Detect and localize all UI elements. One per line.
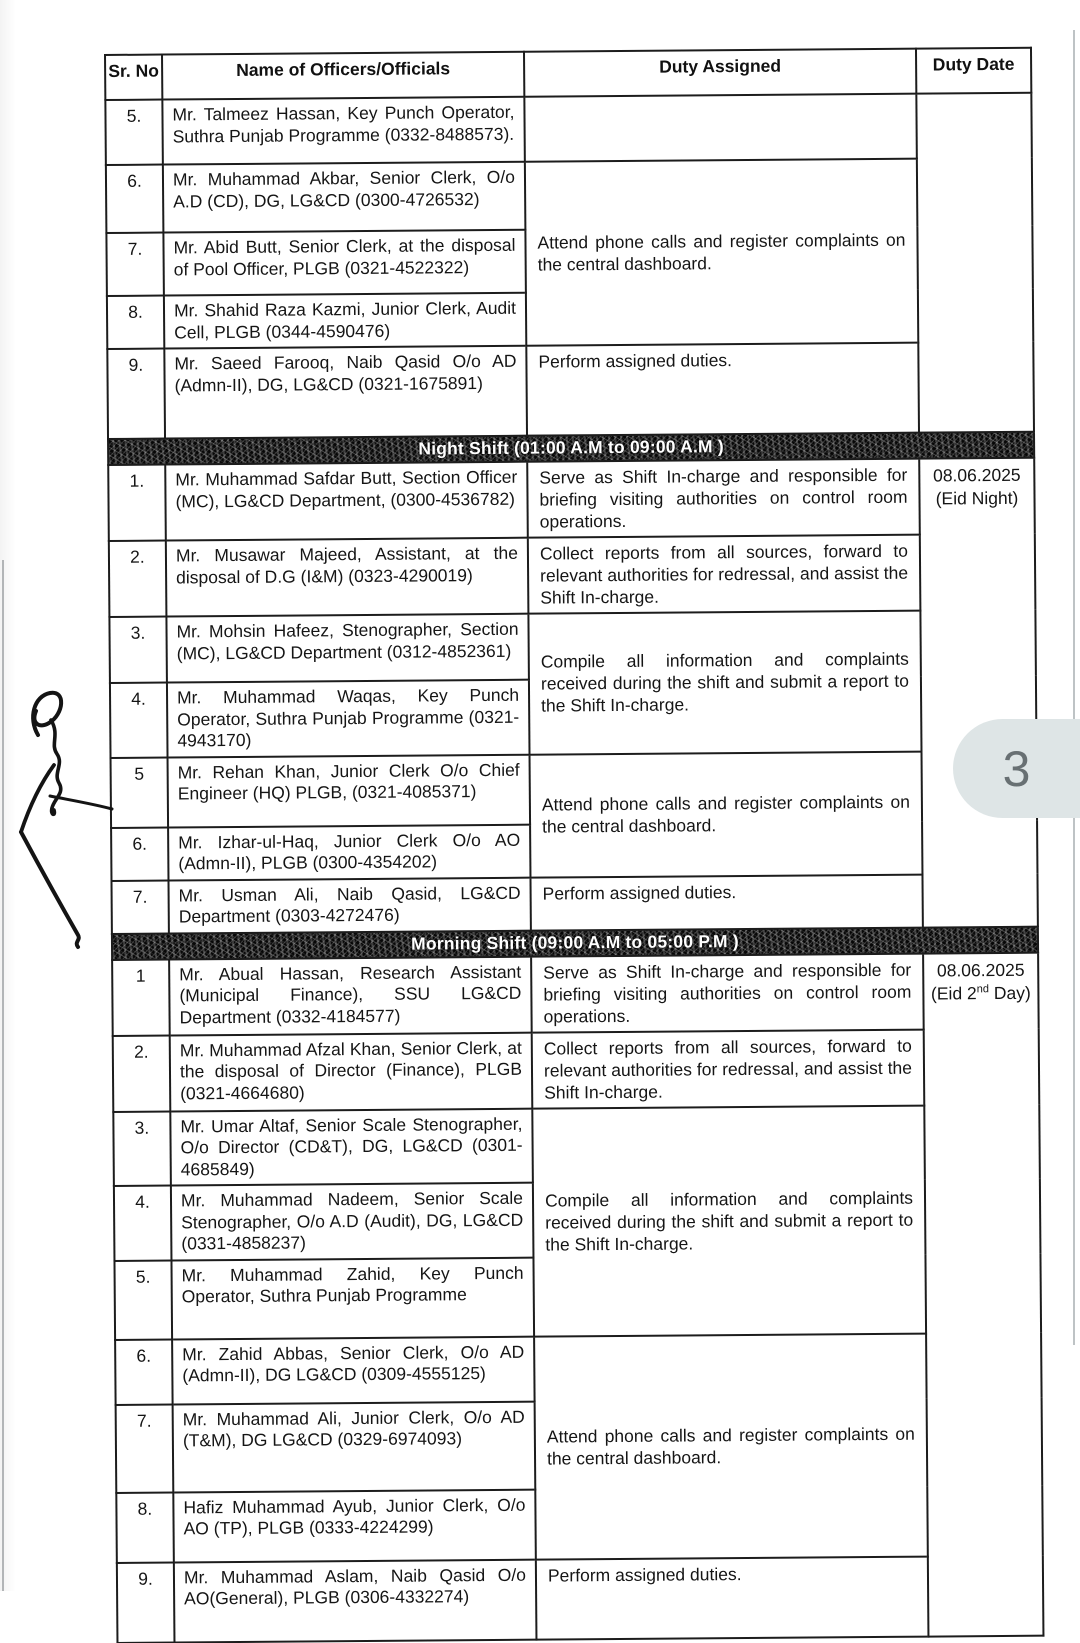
sr-cell: 5. — [114, 1260, 172, 1339]
sr-cell: 8. — [116, 1492, 174, 1562]
name-cell: Mr. Usman Ali, Naib Qasid, LG&CD Department (0303-4272476) — [168, 877, 530, 933]
date-cell — [923, 952, 1043, 1636]
duty-cell: Perform assigned duties. — [530, 874, 922, 930]
table-row — [107, 342, 1034, 439]
name-cell: Mr. Talmeez Hassan, Key Punch Operator, Suthra Punjab Programme (0332-8488573). — [162, 97, 524, 165]
table-row — [111, 873, 1037, 933]
sr-cell: 5 — [111, 757, 169, 827]
sr-cell: 9. — [107, 349, 165, 439]
page-number-badge — [953, 719, 1080, 818]
col-header-name: Name of Officers/Officials — [162, 52, 524, 100]
duty-cell: Collect reports from all sources, forward to relevant authorities for redressal, and assist the Shift In-charge. — [528, 535, 921, 614]
table-row — [109, 534, 1036, 617]
date-cell — [919, 458, 1038, 927]
duty-date-note: (Eid Night) — [935, 487, 1019, 509]
page-number: 3 — [1002, 740, 1031, 797]
sr-cell: 2. — [109, 541, 167, 617]
duty-cell: Perform assigned duties. — [526, 343, 919, 436]
col-header-sr-no: Sr. No — [105, 55, 162, 100]
table-row — [108, 458, 1035, 541]
duty-roster-table — [104, 47, 1042, 1643]
sr-cell: 7. — [111, 880, 168, 933]
table-row — [106, 158, 1033, 233]
name-cell: Mr. Muhammad Safdar Butt, Section Officer (MC), LG&CD Department, (0300-4536782) — [165, 462, 528, 541]
duty-cell: Serve as Shift In-charge and responsible for briefing visiting authorities on control room operations. — [527, 459, 920, 538]
sr-cell: 6. — [111, 827, 168, 880]
duty-cell: Serve as Shift In-charge and responsible for briefing visiting authorities on control room operations. — [531, 953, 924, 1032]
sr-cell: 5. — [105, 100, 163, 165]
sr-cell: 7. — [106, 233, 163, 296]
sr-cell: 6. — [106, 165, 164, 233]
sr-cell: 2. — [113, 1035, 171, 1111]
duty-cell: Attend phone calls and register complaints on the central dashboard. — [530, 751, 923, 877]
name-cell: Mr. Muhammad Zahid, Key Punch Operator, Suthra Punjab Programme — [171, 1257, 534, 1339]
duty-date: 08.06.2025 — [936, 959, 1025, 980]
name-cell: Mr. Saeed Farooq, Naib Qasid O/o AD (Admn-II), DG, LG&CD (0321-1675891) — [164, 346, 527, 439]
name-cell: Mr. Muhammad Afzal Khan, Senior Clerk, at the disposal of Director (Finance), PLGB (0321-4664680) — [170, 1032, 533, 1111]
sr-cell: 3. — [109, 617, 167, 683]
name-cell: Mr. Muhammad Waqas, Key Punch Operator, Suthra Punjab Programme (0321-4943170) — [167, 680, 530, 757]
name-cell: Hafiz Muhammad Ayub, Junior Clerk, O/o AO (TP), PLGB (0333-4224299) — [173, 1489, 536, 1562]
name-cell: Mr. Zahid Abbas, Senior Clerk, O/o AD (Admn-II), DG LG&CD (0309-4555125) — [172, 1336, 534, 1404]
table-row — [117, 1555, 1044, 1642]
sr-cell: 4. — [110, 683, 168, 758]
table-header-row — [105, 48, 1031, 100]
date-cell — [916, 93, 1034, 433]
duty-cell — [524, 94, 916, 162]
duty-cell: Perform assigned duties. — [536, 1556, 929, 1639]
sr-cell: 1. — [108, 465, 166, 541]
duty-cell: Attend phone calls and register complaints on the central dashboard. — [525, 159, 918, 346]
name-cell: Mr. Muhammad Akbar, Senior Clerk, O/o A.D (CD), DG, LG&CD (0300-4726532) — [163, 162, 526, 233]
duty-cell: Collect reports from all sources, forward to relevant authorities for redressal, and assist the Shift In-charge. — [532, 1029, 925, 1108]
sr-cell: 4. — [114, 1186, 172, 1261]
scan-edge-artifact-left — [2, 560, 4, 1591]
name-cell: Mr. Shahid Raza Kazmi, Junior Clerk, Audit Cell, PLGB (0344-4590476) — [164, 293, 526, 349]
table-row — [115, 1332, 1041, 1404]
table-row — [111, 750, 1038, 827]
col-header-duty-date: Duty Date — [916, 48, 1031, 94]
sr-cell: 1 — [112, 959, 170, 1035]
name-cell: Mr. Musawar Majeed, Assistant, at the disposal of D.G (I&M) (0323-4290019) — [166, 538, 529, 617]
sr-cell: 6. — [115, 1339, 173, 1404]
morning-shift-section-header: Morning Shift (09:00 A.M to 05:00 P.M ) — [112, 926, 1038, 959]
table-row — [105, 93, 1031, 165]
sr-cell: 7. — [116, 1404, 174, 1492]
name-cell: Mr. Umar Altaf, Senior Scale Stenographer, O/o Director (CD&T), DG, LG&CD (0301-4685849) — [170, 1108, 533, 1185]
name-cell: Mr. Muhammad Nadeem, Senior Scale Stenographer, O/o A.D (Audit), DG, LG&CD (0331-4858237) — [171, 1183, 534, 1260]
duty-cell: Compile all information and complaints received during the shift and submit a report to the Shift In-charge. — [528, 611, 921, 755]
scan-edge-artifact-right — [1073, 30, 1075, 1345]
name-cell: Mr. Abid Butt, Senior Clerk, at the disposal of Pool Officer, PLGB (0321-4522322) — [163, 230, 525, 296]
name-cell: Mr. Mohsin Hafeez, Stenographer, Section (MC), LG&CD Department (0312-4852361) — [166, 614, 529, 683]
sr-cell: 3. — [113, 1111, 171, 1186]
duty-date-note: (Eid 2nd Day) — [930, 982, 1031, 1004]
duty-date: 08.06.2025 — [932, 464, 1021, 486]
sr-cell: 8. — [107, 296, 164, 349]
night-shift-section-header: Night Shift (01:00 A.M to 09:00 A.M ) — [108, 432, 1034, 465]
name-cell: Mr. Rehan Khan, Junior Clerk O/o Chief Engineer (HQ) PLGB, (0321-4085371) — [168, 754, 531, 827]
col-header-duty-assigned: Duty Assigned — [524, 49, 916, 97]
table-row — [109, 610, 1035, 683]
table-row — [113, 1028, 1040, 1111]
duty-cell: Attend phone calls and register complaints on the central dashboard. — [534, 1333, 928, 1559]
table-row — [112, 952, 1039, 1035]
name-cell: Mr. Abual Hassan, Research Assistant (Municipal Finance), SSU LG&CD Department (0332-4184577) — [169, 956, 532, 1035]
duty-cell: Compile all information and complaints received during the shift and submit a report to the Shift In-charge. — [532, 1105, 926, 1336]
table-row — [113, 1104, 1040, 1186]
name-cell: Mr. Izhar-ul-Haq, Junior Clerk O/o AO (Admn-II), PLGB (0300-4354202) — [168, 824, 530, 880]
name-cell: Mr. Muhammad Ali, Junior Clerk, O/o AD (T&M), DG LG&CD (0329-6974093) — [173, 1401, 536, 1492]
name-cell: Mr. Muhammad Aslam, Naib Qasid O/o AO(General), PLGB (0306-4332274) — [174, 1559, 537, 1642]
sr-cell: 9. — [117, 1562, 175, 1642]
handwritten-signature — [6, 638, 132, 960]
